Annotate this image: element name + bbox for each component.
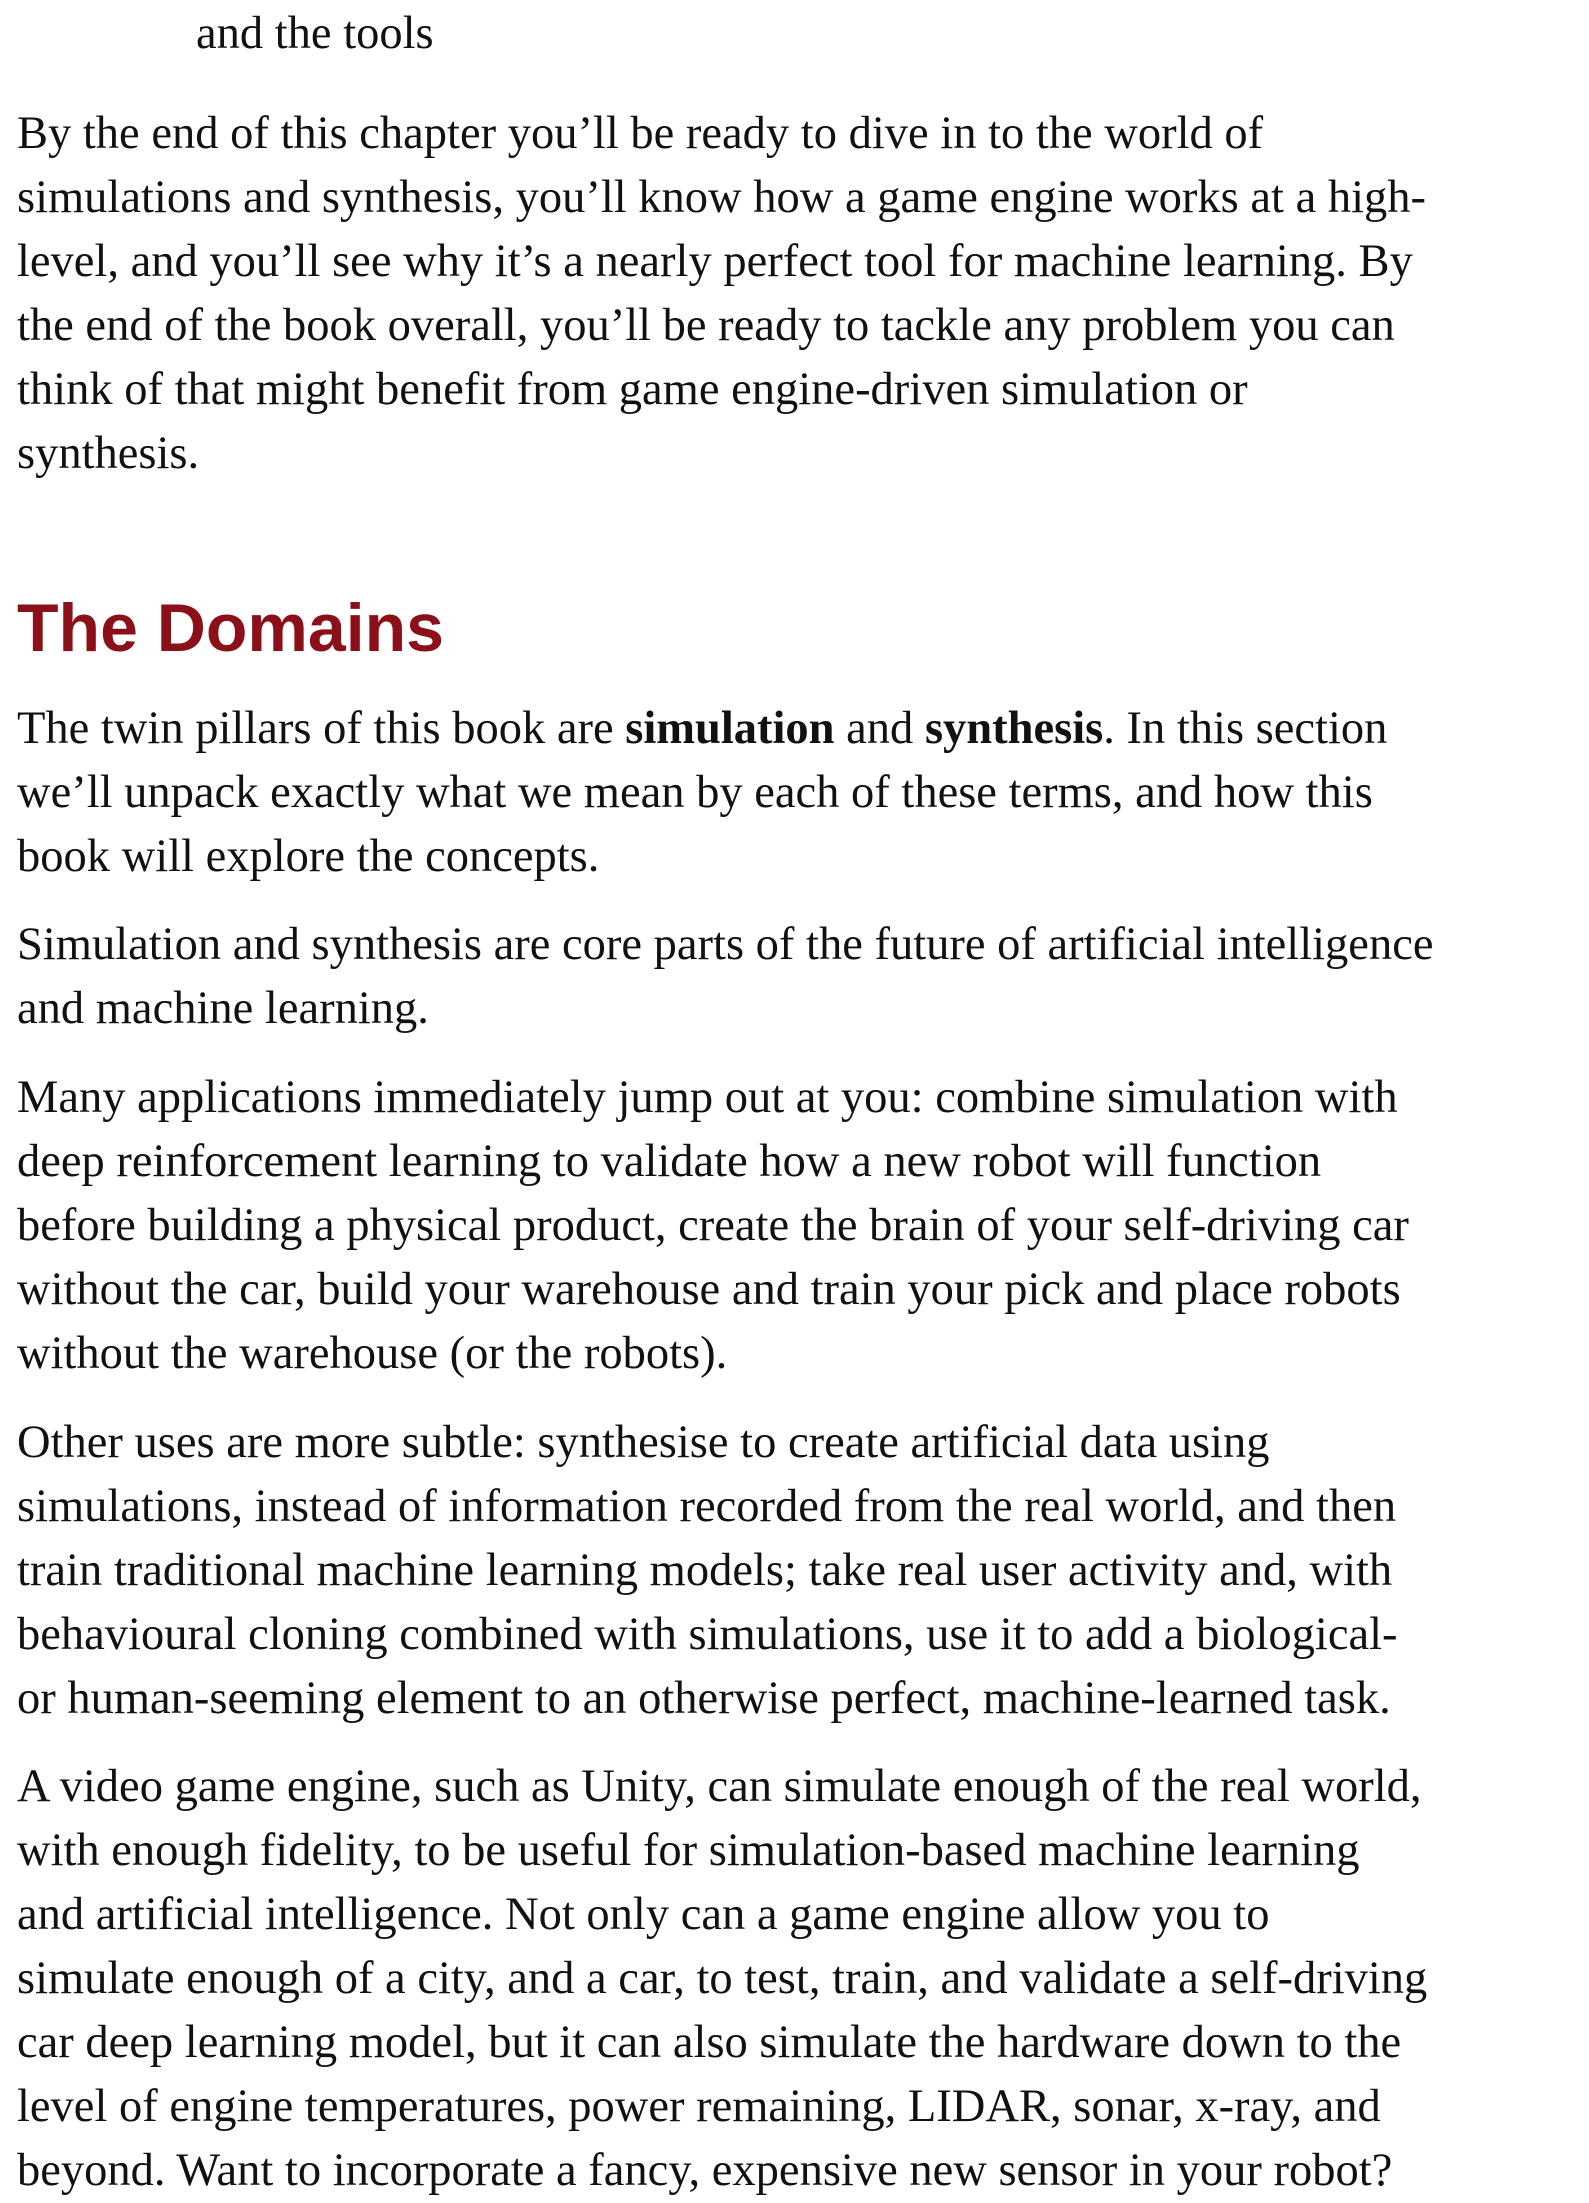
text-line: or human-seeming element to an otherwise perfect, machine-learned task. <box>17 1673 1391 1724</box>
text-line: A video game engine, such as Unity, can simulate enough of the real world, <box>17 1761 1422 1812</box>
text-line: deep reinforcement learning to validate how a new robot will function <box>17 1136 1322 1187</box>
text-line: By the end of this chapter you’ll be ready to dive in to the world of <box>17 108 1264 159</box>
text-line: without the car, build your warehouse and train your pick and place robots <box>17 1264 1401 1315</box>
text-line: book will explore the concepts. <box>17 831 600 882</box>
bold-term-synthesis: synthesis <box>924 703 1104 754</box>
text-line: without the warehouse (or the robots). <box>17 1328 728 1379</box>
pillars-paragraph <box>17 697 1572 889</box>
text-line: level of engine temperatures, power remaining, LIDAR, sonar, x-ray, and <box>17 2081 1381 2132</box>
text-line: behavioural cloning combined with simulations, use it to add a biological- <box>17 1609 1398 1660</box>
intro-paragraph <box>17 102 1572 486</box>
text-line: simulate enough of a city, and a car, to test, train, and validate a self-driving <box>17 1953 1428 2004</box>
text-line: synthesis. <box>17 428 200 479</box>
core-paragraph <box>17 913 1572 1041</box>
text-line <box>17 697 1572 761</box>
text-line: level, and you’ll see why it’s a nearly perfect tool for machine learning. By <box>17 236 1413 287</box>
text-line: simulations and synthesis, you’ll know how a game engine works at a high- <box>17 172 1426 223</box>
subtle-paragraph <box>17 1411 1572 1731</box>
text-line: Other uses are more subtle: synthesise to create artificial data using <box>17 1417 1270 1468</box>
text-line: and machine learning. <box>17 983 429 1034</box>
text-line: beyond. Want to incorporate a fancy, expensive new sensor in your robot? <box>17 2145 1393 2196</box>
text-line: car deep learning model, but it can also simulate the hardware down to the <box>17 2017 1402 2068</box>
text-line: we’ll unpack exactly what we mean by each of these terms, and how this <box>17 767 1373 818</box>
text-run: and <box>834 703 925 754</box>
text-line: Simulation and synthesis are core parts of the future of artificial intelligence <box>17 919 1434 970</box>
text-run: . In this section <box>1103 703 1388 754</box>
text-line: think of that might benefit from game engine-driven simulation or <box>17 364 1248 415</box>
text-line: and artificial intelligence. Not only can a game engine allow you to <box>17 1889 1270 1940</box>
section-heading: The Domains <box>17 590 444 666</box>
engine-paragraph <box>17 1755 1572 2203</box>
text-line: train traditional machine learning models; take real user activity and, with <box>17 1545 1393 1596</box>
text-line: Many applications immediately jump out at you: combine simulation with <box>17 1072 1398 1123</box>
text-run: The twin pillars of this book are <box>17 703 626 754</box>
text-line: the end of the book overall, you’ll be ready to tackle any problem you can <box>17 300 1395 351</box>
text-line: before building a physical product, create the brain of your self-driving car <box>17 1200 1409 1251</box>
text-line: simulations, instead of information recorded from the real world, and then <box>17 1481 1397 1532</box>
applications-paragraph <box>17 1066 1572 1386</box>
text-line: with enough fidelity, to be useful for simulation-based machine learning <box>17 1825 1360 1876</box>
list-item-tail: and the tools <box>196 8 434 59</box>
bold-term-simulation: simulation <box>625 703 835 754</box>
